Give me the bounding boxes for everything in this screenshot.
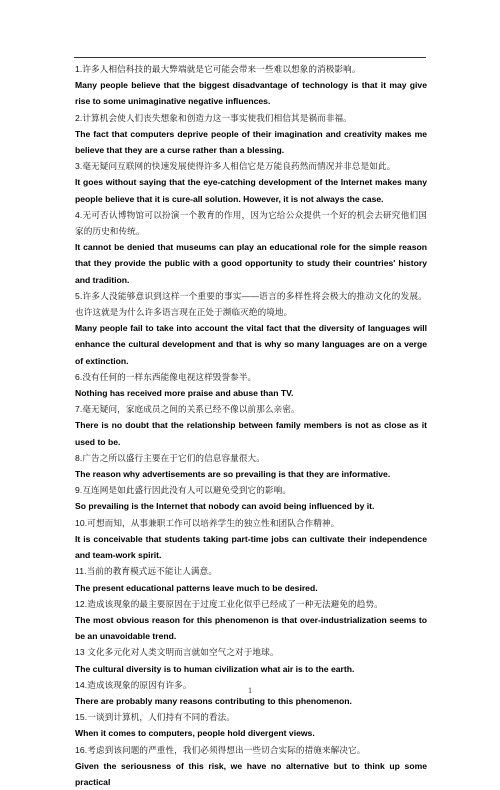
- chinese-sentence: 7.毫无疑问，家庭成员之间的关系已经不像以前那么亲密。: [75, 404, 300, 415]
- english-sentence: The present educational patterns leave much to be desired.: [75, 582, 318, 593]
- english-sentence: There are probably many reasons contributing to this phenomenon.: [75, 695, 352, 706]
- english-sentence: Many people fail to take into account the vital fact that the diversity of languages will enhance the cultural development and that is why so many languages are on a verge of extinction.: [75, 323, 427, 366]
- english-sentence: So prevailing is the Internet that nobody can avoid being influenced by it.: [75, 501, 375, 512]
- english-sentence: The fact that computers deprive people of their imagination and creativity makes me believe that they are a curse rather than a blessing.: [75, 128, 427, 156]
- chinese-sentence: 5.许多人没能够意识到这样一个重要的事实——语言的多样性将会极大的推动文化的发展。也许这就是为什么许多语言现在正处于濒临灭绝的境地。: [75, 290, 427, 318]
- english-sentence: Many people believe that the biggest disadvantage of technology is that it may give rise to some unimaginative negative influences.: [75, 80, 427, 107]
- document-body: [75, 61, 427, 790]
- chinese-sentence: 14.造成该现象的原因有许多。: [75, 679, 192, 690]
- english-sentence: Nothing has received more praise and abuse than TV.: [75, 388, 294, 399]
- english-sentence: The reason why advertisements are so prevailing is that they are informative.: [75, 469, 391, 480]
- chinese-sentence: 4.无可否认博物馆可以扮演一个教育的作用，因为它给公众提供一个好的机会去研究他们国家的历史和传统。: [75, 209, 427, 237]
- chinese-sentence: 10.可想而知，从事兼职工作可以培养学生的独立性和团队合作精神。: [75, 517, 340, 528]
- chinese-sentence: 1.许多人相信科技的最大弊端就是它可能会带来一些难以想象的消极影响。: [75, 64, 361, 74]
- chinese-sentence: 3.毫无疑问互联网的快速发展使得许多人相信它是万能良药然而情况并非总是如此。: [75, 161, 396, 172]
- english-sentence: Given the seriousness of this risk, we have no alternative but to think up some practical: [75, 760, 427, 787]
- chinese-sentence: 9.互连网是如此盛行因此没有人可以避免受到它的影响。: [75, 485, 292, 496]
- chinese-sentence: 2.计算机会使人们丧失想象和创造力这一事实使我们相信其是祸而非福。: [75, 112, 352, 123]
- chinese-sentence: 13 文化多元化对人类文明而言就如空气之对于地球。: [75, 647, 279, 658]
- chinese-sentence: 12.造成该现象的最主要原因在于过度工业化似乎已经成了一种无法避免的趋势。: [75, 598, 383, 609]
- english-sentence: It is conceivable that students taking part-time jobs can cultivate their independence and team-work spirit.: [75, 533, 427, 561]
- header-rule: [74, 57, 426, 58]
- english-sentence: It cannot be denied that museums can play an educational role for the simple reason that they provide the public with a good opportunity to study their countries' history and tradition.: [75, 242, 427, 285]
- chinese-sentence: 11.当前的教育模式远不能让人满意。: [75, 566, 218, 577]
- chinese-sentence: 8.广告之所以盛行主要在于它们的信息容量很大。: [75, 452, 265, 463]
- english-sentence: There is no doubt that the relationship between family members is not as close as it used to be.: [75, 420, 427, 447]
- chinese-sentence: 16.考虑到该问题的严重性，我们必须得想出一些切合实际的措施来解决它。: [75, 744, 366, 755]
- chinese-sentence: 6.没有任何的一样东西能像电视这样毁誉参半。: [75, 371, 257, 382]
- english-sentence: The most obvious reason for this phenomenon is that over-industrialization seems to be an unavoidable trend.: [75, 614, 427, 642]
- chinese-sentence: 15.一谈到计算机，人们持有不同的看法。: [75, 712, 236, 723]
- english-sentence: It goes without saying that the eye-catching development of the Internet makes many people believe that it is cure-all solution. However, it is not always the case.: [75, 177, 427, 204]
- english-sentence: The cultural diversity is to human civilization what air is to the earth.: [75, 663, 355, 674]
- page-number: 1: [248, 686, 252, 695]
- english-sentence: When it comes to computers, people hold divergent views.: [75, 728, 315, 739]
